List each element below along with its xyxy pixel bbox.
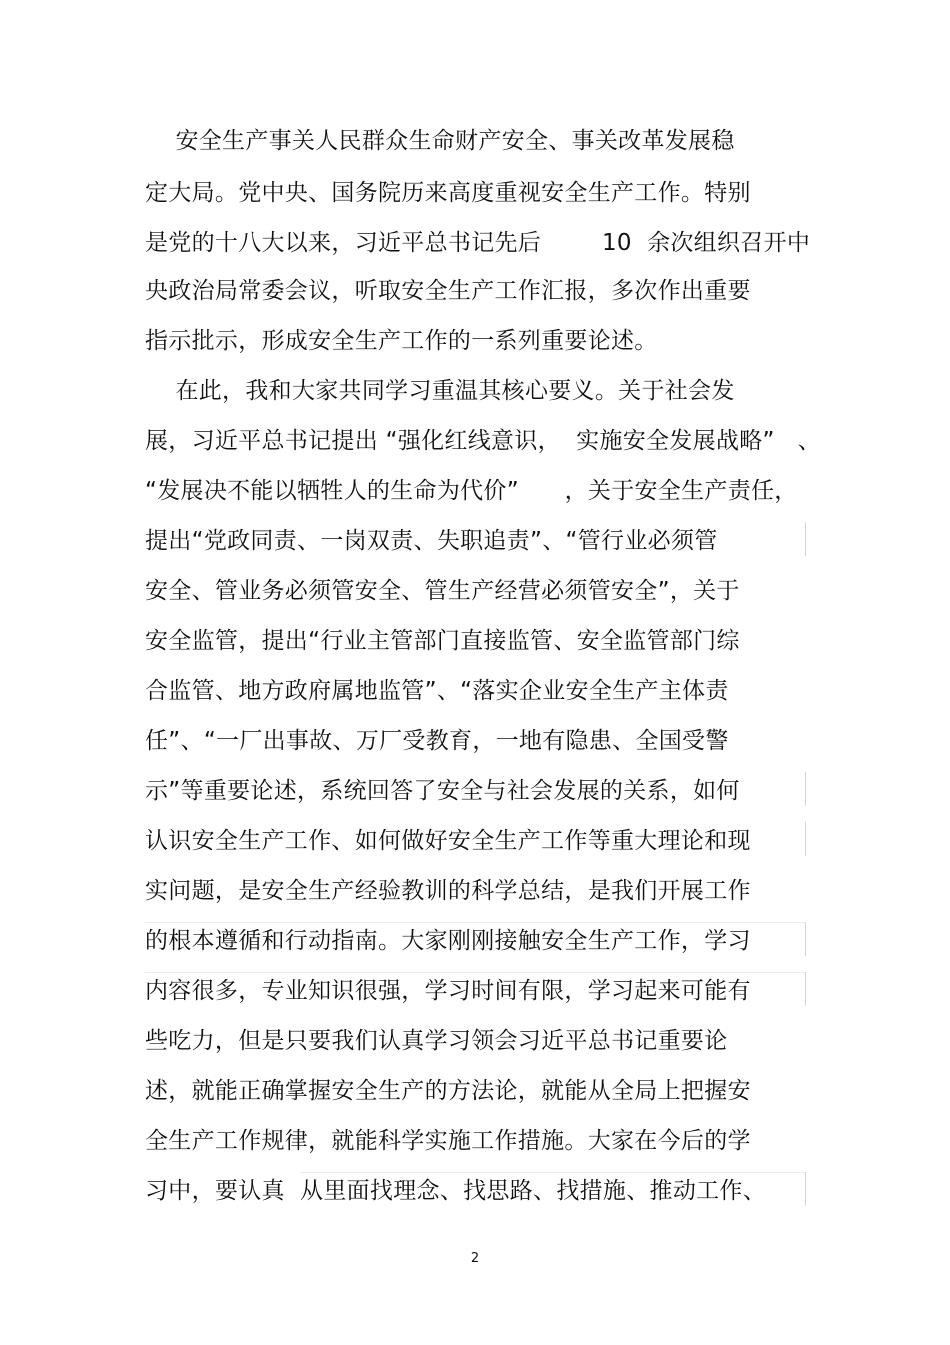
text-line: 些吃力，但是只要我们认真学习领会习近平总书记重要论 [145, 1028, 728, 1054]
text-line: 央政治局常委会议，听取安全生产工作汇报，多次作出重要 [145, 278, 751, 304]
text-line: 全生产工作规律，就能科学实施工作措施。大家在今后的学 [145, 1128, 751, 1154]
text-line: 安全生产事关人民群众生命财产安全、事关改革发展稳 [145, 128, 735, 154]
text-line: 安全监管，提出“行业主管部门直接监管、安全监管部门综 [145, 628, 740, 654]
text-line: 提出“党政同责、一岗双责、失职追责”、“管行业必须管 [145, 528, 718, 554]
scan-artifact [145, 922, 805, 923]
text-line: 实问题，是安全生产经验教训的科学总结，是我们开展工作 [145, 878, 751, 904]
scan-artifact [805, 922, 806, 956]
text-line: 的根本遵循和行动指南。大家刚刚接触安全生产工作，学习 [145, 928, 751, 954]
text-line: 内容很多，专业知识很强，学习时间有限，学习起来可能有 [145, 978, 751, 1004]
scan-artifact [805, 522, 806, 556]
text-line: 指示批示，形成安全生产工作的一系列重要论述。 [145, 328, 658, 354]
text-line: 认识安全生产工作、如何做好安全生产工作等重大理论和现 [145, 828, 751, 854]
text-line: 定大局。党中央、国务院历来高度重视安全生产工作。特别 [145, 180, 751, 206]
text-line: 在此，我和大家共同学习重温其核心要义。关于社会发 [145, 378, 735, 404]
text-line: 习中，要认真 从里面找理念、找思路、找措施、推动工作、 [145, 1178, 767, 1204]
text-line: 安全、管业务必须管安全、管生产经营必须管安全”，关于 [145, 578, 740, 604]
text-line: 示”等重要论述，系统回答了安全与社会发展的关系，如何 [145, 778, 740, 804]
text-line: 展，习近平总书记提出 “强化红线意识， 实施安全发展战略” 、 [145, 428, 821, 454]
scan-artifact [300, 1172, 805, 1173]
page-number: 2 [470, 1251, 480, 1266]
scan-artifact [805, 772, 806, 806]
scan-artifact [805, 822, 806, 856]
text-line: 合监管、地方政府属地监管”、“落实企业安全生产主体责 [145, 678, 729, 704]
text-line: 是党的十八大以来，习近平总书记先后 10 余次组织召开中 [145, 230, 811, 256]
text-line: 任”、“一厂出事故、万厂受教育，一地有隐患、全国受警 [145, 728, 729, 754]
scan-artifact [805, 1172, 806, 1206]
scan-artifact [145, 972, 805, 973]
text-line: 述，就能正确掌握安全生产的方法论，就能从全局上把握安 [145, 1078, 751, 1104]
text-line: “发展决不能以牺牲人的生命为代价” ，关于安全生产责任， [145, 478, 798, 504]
scan-artifact [805, 972, 806, 1006]
